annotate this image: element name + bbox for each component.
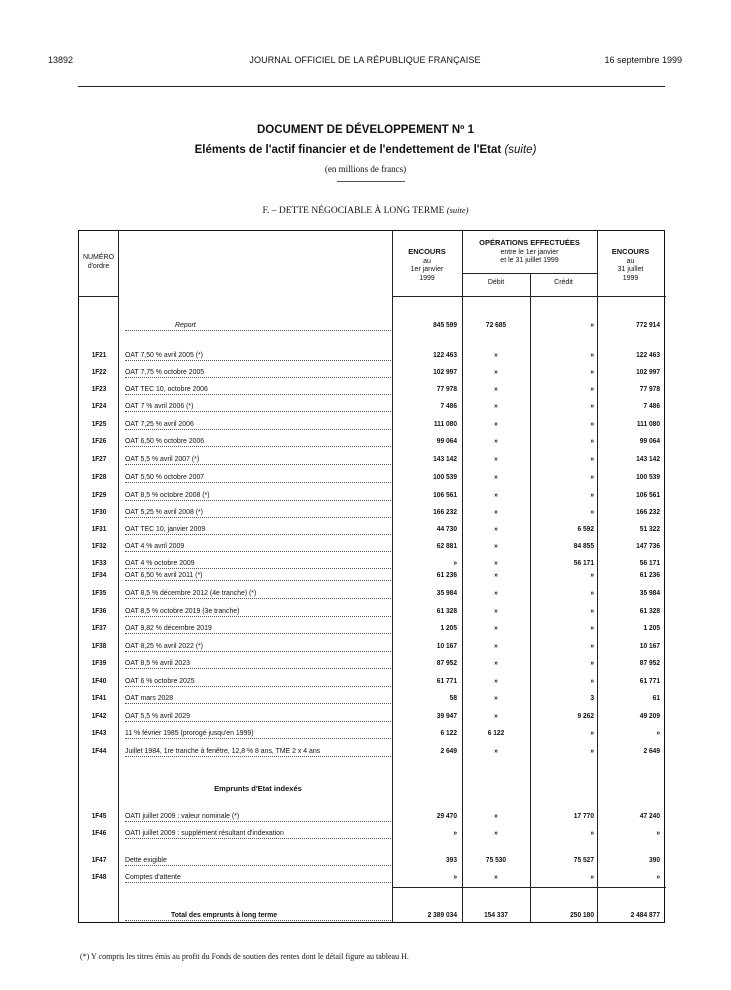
encours-fin-value: 61 236	[639, 570, 660, 579]
credit-value: »	[590, 588, 594, 597]
credit-value: »	[590, 472, 594, 481]
debit-value: »	[494, 472, 498, 481]
debit-value: 72 685	[485, 320, 507, 329]
encours-debut-value: 166 232	[433, 507, 457, 516]
table-row	[79, 401, 664, 415]
document-subtitle: Eléments de l'actif financier et de l'endettement de l'Etat (suite)	[194, 144, 537, 156]
table-row	[79, 872, 664, 886]
debit-value: »	[494, 658, 498, 667]
table-row	[79, 570, 664, 584]
encours-fin-value: 390	[648, 855, 660, 864]
row-label: OAT 6,50 % avril 2011 (*)	[125, 570, 391, 584]
row-label: OAT 5,25 % avril 2008 (*)	[125, 507, 391, 521]
credit-value: »	[590, 570, 594, 579]
row-label: OAT 8,5 % octobre 2008 (*)	[125, 490, 391, 504]
row-label: OAT 7,25 % avril 2006	[125, 419, 391, 433]
table-row	[79, 436, 664, 450]
operations-subrule	[462, 273, 597, 274]
row-number: 1F24	[91, 401, 107, 410]
encours-fin-value: 1 205	[643, 623, 660, 632]
encours-debut-value: »	[453, 828, 457, 837]
indexed-row	[79, 828, 664, 842]
table-row	[79, 507, 664, 521]
encours-debut-value: 143 142	[433, 454, 457, 463]
header-bottom-rule	[79, 296, 118, 297]
debit-value: 154 337	[484, 910, 508, 919]
credit-value: »	[590, 828, 594, 837]
encours-debut-value: 2 649	[440, 746, 457, 755]
row-number: 1F28	[91, 472, 107, 481]
row-number: 1F26	[91, 436, 107, 445]
title-rule	[337, 181, 405, 182]
debit-value: »	[494, 558, 498, 567]
debit-value: »	[494, 384, 498, 393]
table-row	[79, 658, 664, 672]
encours-debut-value: 77 978	[436, 384, 457, 393]
row-label: OAT TEC 10, janvier 2009	[125, 524, 391, 538]
credit-value: »	[590, 436, 594, 445]
encours-fin-value: 2 649	[643, 746, 660, 755]
credit-value: »	[590, 676, 594, 685]
debit-value: »	[494, 828, 498, 837]
encours-debut-value: 393	[445, 855, 457, 864]
credit-value: »	[590, 641, 594, 650]
encours-fin-value: 61	[652, 693, 660, 702]
credit-value: »	[590, 401, 594, 410]
row-number: 1F22	[91, 367, 107, 376]
page-number: 13892	[48, 55, 74, 65]
row-label: OAT 8,5 % décembre 2012 (4e tranche) (*)	[125, 588, 391, 602]
encours-fin-value: 61 328	[639, 606, 660, 615]
debit-value: 75 530	[485, 855, 507, 864]
encours-fin-value: 143 142	[636, 454, 660, 463]
row-number: 1F21	[91, 350, 107, 359]
row-number: 1F29	[91, 490, 107, 499]
credit-value: »	[590, 320, 594, 329]
row-label: Dette exigible	[125, 855, 391, 869]
encours-fin-value: 77 978	[639, 384, 660, 393]
encours-fin-value: 56 171	[639, 558, 660, 567]
debit-value: »	[494, 524, 498, 533]
encours-fin-value: 772 914	[636, 320, 660, 329]
total-row	[79, 910, 664, 924]
row-label: OAT 7,50 % avril 2005 (*)	[125, 350, 391, 364]
encours-fin-value: »	[656, 728, 660, 737]
row-number: 1F31	[91, 524, 107, 533]
total-top-rule	[392, 887, 666, 888]
row-label: OAT 7,75 % octobre 2005	[125, 367, 391, 381]
encours-debut-value: »	[453, 558, 457, 567]
encours-debut-value: 35 984	[436, 588, 457, 597]
credit-value: »	[590, 367, 594, 376]
encours-fin-value: 49 209	[639, 711, 660, 720]
row-label: Juillet 1984, 1re tranche à fenêtre, 12,8 % 8 ans, TME 2 x 4 ans	[125, 746, 391, 760]
table-row	[79, 676, 664, 690]
table-row	[79, 472, 664, 486]
encours-fin-value: 61 771	[639, 676, 660, 685]
encours-debut-value: 845 599	[433, 320, 457, 329]
debit-value: »	[494, 811, 498, 820]
encours-fin-value: 47 240	[639, 811, 660, 820]
encours-debut-value: 61 236	[436, 570, 457, 579]
row-number: 1F27	[91, 454, 107, 463]
journal-title: JOURNAL OFFICIEL DE LA RÉPUBLIQUE FRANÇAISE	[249, 55, 481, 65]
header-bottom-rule	[392, 296, 666, 297]
encours-fin-value: 87 952	[639, 658, 660, 667]
row-label: OAT 8,5 % octobre 2019 (3e tranche)	[125, 606, 391, 620]
col-header-debit: Débit	[487, 279, 505, 286]
row-label: OAT 5,5 % avril 2029	[125, 711, 391, 725]
row-number: 1F43	[91, 728, 107, 737]
credit-value: »	[590, 507, 594, 516]
table-row	[79, 728, 664, 742]
document-title: DOCUMENT DE DÉVELOPPEMENT Nº 1	[257, 124, 474, 136]
debit-value: »	[494, 541, 498, 550]
credit-value: »	[590, 350, 594, 359]
encours-debut-value: 62 881	[436, 541, 457, 550]
debit-value: »	[494, 676, 498, 685]
col-header-numero: NUMÉRO d'ordre	[82, 254, 115, 270]
encours-fin-value: 100 539	[636, 472, 660, 481]
row-number: 1F38	[91, 641, 107, 650]
credit-value: »	[590, 419, 594, 428]
table-row	[79, 623, 664, 637]
encours-fin-value: 7 486	[643, 401, 660, 410]
row-label: Report	[125, 320, 391, 334]
footnote: (*) Y compris les titres émis au profit du Fonds de soutien des rentes dont le détail figure au tableau H.	[80, 952, 409, 961]
table-row	[79, 384, 664, 398]
encours-debut-value: 99 064	[436, 436, 457, 445]
table-row	[79, 367, 664, 381]
debit-value: »	[494, 746, 498, 755]
encours-debut-value: »	[453, 872, 457, 881]
table-row	[79, 693, 664, 707]
row-label: OAT 8,25 % avril 2022 (*)	[125, 641, 391, 655]
encours-debut-value: 61 771	[436, 676, 457, 685]
row-label: Total des emprunts à long terme	[125, 910, 391, 924]
table-row	[79, 454, 664, 468]
encours-debut-value: 111 080	[433, 419, 457, 428]
encours-fin-value: 2 484 877	[630, 910, 660, 919]
table-row	[79, 350, 664, 364]
encours-fin-value: 122 463	[636, 350, 660, 359]
encours-debut-value: 106 561	[433, 490, 457, 499]
table-row	[79, 541, 664, 555]
unit-note: (en millions de francs)	[324, 164, 407, 174]
credit-value: 17 770	[573, 811, 594, 820]
encours-fin-value: 35 984	[639, 588, 660, 597]
table-row	[79, 855, 664, 869]
encours-fin-value: 51 322	[639, 524, 660, 533]
encours-debut-value: 87 952	[436, 658, 457, 667]
row-number: 1F41	[91, 693, 107, 702]
table-row	[79, 419, 664, 433]
row-label: OAT 8,5 % avril 2023	[125, 658, 391, 672]
report-row	[79, 320, 664, 334]
encours-debut-value: 100 539	[433, 472, 457, 481]
credit-value: 9 262	[577, 711, 594, 720]
header-rule	[78, 86, 665, 87]
encours-debut-value: 61 328	[436, 606, 457, 615]
credit-value: 75 527	[573, 855, 594, 864]
debit-value: »	[494, 419, 498, 428]
col-header-encours-fin: ENCOURS au 31 juillet 1999	[611, 247, 650, 282]
encours-debut-value: 29 470	[436, 811, 457, 820]
encours-fin-value: 166 232	[636, 507, 660, 516]
encours-debut-value: 44 730	[436, 524, 457, 533]
row-label: Comptes d'attente	[125, 872, 391, 886]
credit-value: »	[590, 454, 594, 463]
row-number: 1F48	[91, 872, 107, 881]
debt-table	[78, 230, 665, 923]
encours-debut-value: 39 947	[436, 711, 457, 720]
debit-value: »	[494, 872, 498, 881]
row-number: 1F40	[91, 676, 107, 685]
table-row	[79, 490, 664, 504]
table-row	[79, 524, 664, 538]
row-label: OATI juillet 2009 : valeur nominale (*)	[125, 811, 391, 825]
debit-value: »	[494, 490, 498, 499]
row-number: 1F25	[91, 419, 107, 428]
credit-value: 6 592	[577, 524, 594, 533]
encours-fin-value: 111 080	[636, 419, 660, 428]
col-header-encours-debut: ENCOURS au 1er janvier 1999	[408, 247, 446, 282]
section-title: F. – DETTE NÉGOCIABLE À LONG TERME (suite)	[262, 205, 469, 216]
encours-fin-value: 99 064	[639, 436, 660, 445]
debit-value: »	[494, 436, 498, 445]
row-number: 1F32	[91, 541, 107, 550]
encours-fin-value: 147 736	[636, 541, 660, 550]
table-row	[79, 641, 664, 655]
col-header-operations: OPÉRATIONS EFFECTUÉES entre le 1er janvier et le 31 juillet 1999	[479, 238, 580, 264]
credit-value: 250 180	[570, 910, 594, 919]
credit-value: »	[590, 728, 594, 737]
row-number: 1F39	[91, 658, 107, 667]
row-label: OAT 5,50 % octobre 2007	[125, 472, 391, 486]
credit-value: »	[590, 872, 594, 881]
row-number: 1F30	[91, 507, 107, 516]
debit-value: »	[494, 588, 498, 597]
row-label: OAT mars 2028	[125, 693, 391, 707]
row-number: 1F46	[91, 828, 107, 837]
row-label: 11 % février 1985 (prorogé jusqu'en 1999)	[125, 728, 391, 742]
row-label: OAT 7 % avril 2006 (*)	[125, 401, 391, 415]
credit-value: 84 855	[573, 541, 594, 550]
encours-debut-value: 6 122	[440, 728, 457, 737]
row-number: 1F47	[91, 855, 107, 864]
encours-debut-value: 7 486	[440, 401, 457, 410]
debit-value: 6 122	[487, 728, 505, 737]
row-label: OAT 4 % octobre 2009	[125, 558, 391, 572]
encours-debut-value: 10 167	[436, 641, 457, 650]
debit-value: »	[494, 454, 498, 463]
credit-value: »	[590, 490, 594, 499]
debit-value: »	[494, 606, 498, 615]
debit-value: »	[494, 641, 498, 650]
row-number: 1F34	[91, 570, 107, 579]
credit-value: »	[590, 623, 594, 632]
publication-date: 16 septembre 1999	[604, 55, 682, 65]
encours-debut-value: 122 463	[433, 350, 457, 359]
row-number: 1F45	[91, 811, 107, 820]
row-number: 1F23	[91, 384, 107, 393]
table-row	[79, 606, 664, 620]
col-header-credit: Crédit	[554, 279, 573, 286]
row-label: OAT 4 % avril 2009	[125, 541, 391, 555]
debit-value: »	[494, 350, 498, 359]
encours-fin-value: 102 997	[636, 367, 660, 376]
row-number: 1F37	[91, 623, 107, 632]
debit-value: »	[494, 401, 498, 410]
encours-debut-value: 58	[449, 693, 457, 702]
row-label: OAT 9,82 % décembre 2019	[125, 623, 391, 637]
indexed-row	[79, 811, 664, 825]
credit-value: »	[590, 658, 594, 667]
encours-debut-value: 1 205	[440, 623, 457, 632]
row-label: OAT 6 % octobre 2025	[125, 676, 391, 690]
encours-fin-value: 106 561	[636, 490, 660, 499]
row-label: OAT 6,50 % octobre 2006	[125, 436, 391, 450]
credit-value: 56 171	[573, 558, 594, 567]
encours-fin-value: »	[656, 828, 660, 837]
table-row	[79, 746, 664, 760]
encours-debut-value: 102 997	[433, 367, 457, 376]
credit-value: »	[590, 746, 594, 755]
encours-fin-value: »	[656, 872, 660, 881]
row-label: OATI juillet 2009 : supplément résultant d'indexation	[125, 828, 391, 842]
row-label: OAT TEC 10, octobre 2006	[125, 384, 391, 398]
indexed-section-heading: Emprunts d'Etat indexés	[214, 784, 302, 793]
debit-value: »	[494, 367, 498, 376]
debit-value: »	[494, 507, 498, 516]
debit-value: »	[494, 623, 498, 632]
credit-value: 3	[590, 693, 594, 702]
row-number: 1F42	[91, 711, 107, 720]
credit-value: »	[590, 384, 594, 393]
row-label: OAT 5,5 % avril 2007 (*)	[125, 454, 391, 468]
row-number: 1F35	[91, 588, 107, 597]
row-number: 1F44	[91, 746, 107, 755]
debit-value: »	[494, 711, 498, 720]
debit-value: »	[494, 570, 498, 579]
table-row	[79, 711, 664, 725]
credit-value: »	[590, 606, 594, 615]
debit-value: »	[494, 693, 498, 702]
row-number: 1F36	[91, 606, 107, 615]
encours-debut-value: 2 389 034	[427, 910, 457, 919]
table-row	[79, 588, 664, 602]
encours-fin-value: 10 167	[639, 641, 660, 650]
row-number: 1F33	[91, 558, 107, 567]
